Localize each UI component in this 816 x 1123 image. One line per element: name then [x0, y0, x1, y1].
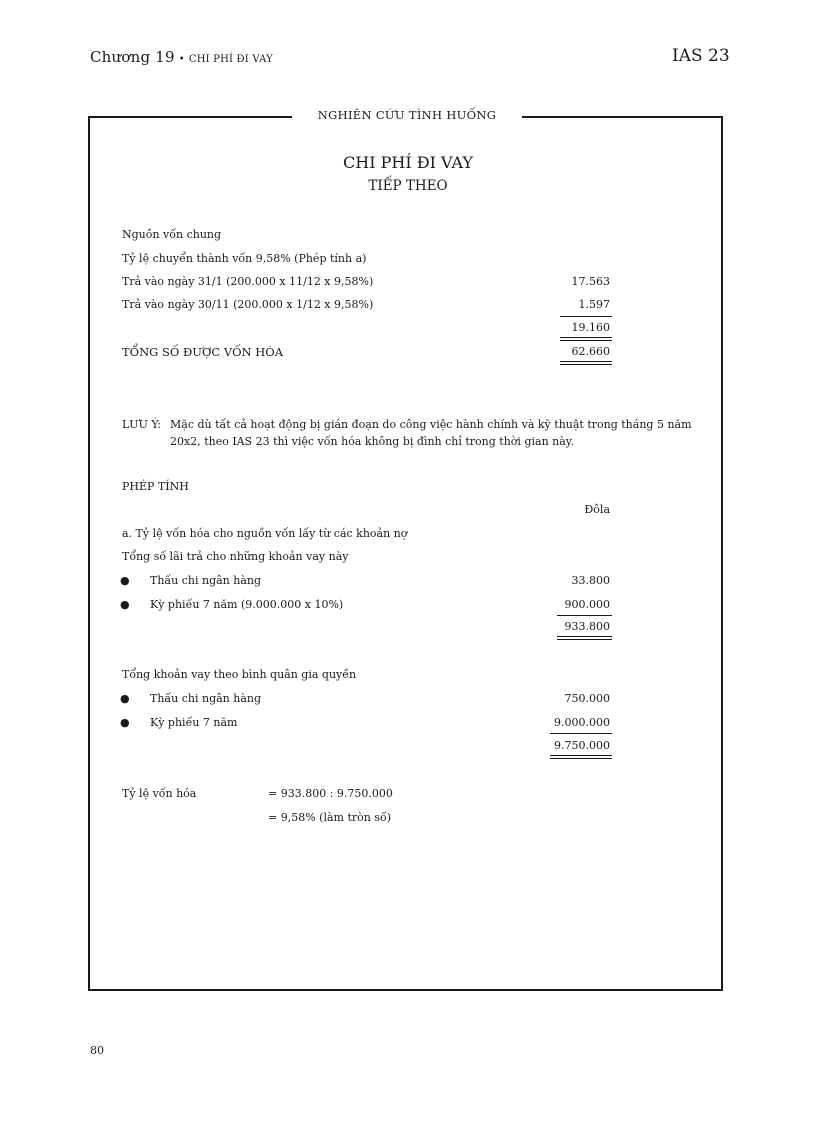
interest-subtotal-rule	[557, 615, 612, 616]
bullet-icon: ●	[120, 574, 130, 587]
running-header-chapter	[90, 48, 273, 66]
interest-row-label: Kỳ phiếu 7 năm (9.000.000 x 10%)	[150, 598, 344, 611]
bullet-icon: ●	[120, 692, 130, 705]
subtotal-value: 19.160	[571, 321, 610, 334]
loan-row-label: Thấu chi ngân hàng	[150, 692, 262, 705]
interest-row-value: 900.000	[564, 598, 610, 611]
loans-total-double-rule	[550, 755, 612, 759]
payment-row-label: Trả vào ngày 30/11 (200.000 x 1/12 x 9,58%)	[122, 298, 374, 311]
interest-total-title: Tổng số lãi trả cho những khoản vay này	[122, 550, 349, 563]
box-title: CHI PHÍ ĐI VAY	[343, 153, 473, 172]
standard-code: IAS 23	[672, 46, 730, 66]
general-funds-heading: Nguồn vốn chung	[122, 228, 222, 241]
total-capitalized-label: TỔNG SỐ ĐƯỢC VỐN HÓA	[122, 345, 284, 359]
case-study-label: NGHIÊN CỨU TÌNH HUỐNG	[292, 108, 522, 122]
chapter-subtitle: CHI PHÍ ĐI VAY	[188, 54, 273, 65]
loan-row-label: Kỳ phiếu 7 năm	[150, 716, 238, 729]
interest-row-value: 33.800	[571, 574, 610, 587]
loan-row-value: 750.000	[564, 692, 610, 705]
calculation-heading: PHÉP TÍNH	[122, 480, 189, 493]
rate-expression: = 933.800 : 9.750.000	[268, 787, 393, 800]
payment-row-label: Trả vào ngày 31/1 (200.000 x 11/12 x 9,58%)	[122, 275, 374, 288]
calculation-a-title: a. Tỷ lệ vốn hóa cho nguồn vốn lấy từ các khoản nợ	[122, 527, 408, 540]
bullet-icon: ●	[120, 716, 130, 729]
subtotal-double-rule	[560, 337, 612, 341]
subtotal-rule	[560, 316, 612, 317]
loans-subtotal-rule	[550, 733, 612, 734]
rate-label: Tỷ lệ vốn hóa	[122, 787, 197, 800]
total-double-rule	[560, 361, 612, 365]
box-subtitle: TIẾP THEO	[368, 178, 448, 194]
interest-row-label: Thấu chi ngân hàng	[150, 574, 262, 587]
loan-row-value: 9.000.000	[554, 716, 610, 729]
interest-total-double-rule	[557, 636, 612, 640]
weighted-loans-title: Tổng khoản vay theo bình quân gia quyền	[122, 668, 357, 681]
rate-result: = 9,58% (làm tròn số)	[268, 811, 391, 824]
payment-row-value: 17.563	[571, 275, 610, 288]
note-text: Mặc dù tất cả hoạt động bị gián đoạn do công việc hành chính và kỹ thuật trong tháng 5 năm 20x2, theo IAS 23 thì việc vốn hóa không bị đình chỉ trong thời gian này.	[170, 418, 692, 448]
payment-row-value: 1.597	[578, 298, 610, 311]
interest-total-value: 933.800	[564, 620, 610, 633]
capitalization-rate-line: Tỷ lệ chuyển thành vốn 9,58% (Phép tính a)	[122, 252, 367, 265]
separator-dot: •	[178, 54, 185, 65]
currency-column-header: Đôla	[584, 503, 610, 516]
note-paragraph	[122, 416, 702, 450]
chapter-label: Chương 19	[90, 48, 175, 66]
total-capitalized-value: 62.660	[571, 345, 610, 358]
bullet-icon: ●	[120, 598, 130, 611]
note-heading: LƯU Ý:	[122, 418, 161, 431]
loans-total-value: 9.750.000	[554, 739, 610, 752]
page-number: 80	[90, 1044, 104, 1057]
